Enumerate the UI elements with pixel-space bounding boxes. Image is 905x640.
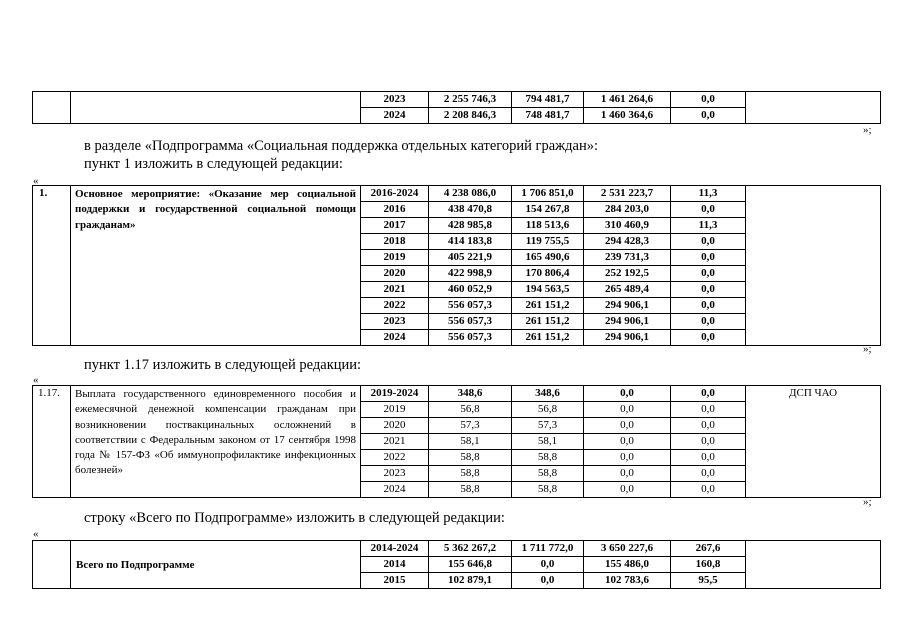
other-cell: 0,0 [671, 108, 746, 124]
table-main-event [32, 185, 881, 346]
federal-cell: 261 151,2 [512, 314, 584, 330]
total-cell: 414 183,8 [429, 234, 512, 250]
number-cell: 1. [33, 186, 71, 346]
federal-cell: 348,6 [512, 386, 584, 402]
table-row [33, 92, 881, 108]
regional-cell: 284 203,0 [584, 202, 671, 218]
number-cell: 1.17. [33, 386, 71, 498]
table-row [33, 541, 881, 557]
period-cell: 2016-2024 [361, 186, 429, 202]
federal-cell: 0,0 [512, 557, 584, 573]
other-cell: 0,0 [671, 434, 746, 450]
table-subprogram-total [32, 540, 881, 589]
period-cell: 2019 [361, 250, 429, 266]
close-quote: »; [863, 124, 872, 136]
other-cell: 0,0 [671, 92, 746, 108]
total-cell: 428 985,8 [429, 218, 512, 234]
period-cell: 2023 [361, 314, 429, 330]
total-cell: 460 052,9 [429, 282, 512, 298]
regional-cell: 0,0 [584, 434, 671, 450]
period-cell: 2018 [361, 234, 429, 250]
period-cell: 2022 [361, 450, 429, 466]
description-cell: Основное мероприятие: «Оказание мер социальной поддержки и государственной социальной помощи гражданам» [71, 186, 361, 346]
federal-cell: 154 267,8 [512, 202, 584, 218]
federal-cell: 261 151,2 [512, 330, 584, 346]
other-cell: 0,0 [671, 266, 746, 282]
period-cell: 2019 [361, 402, 429, 418]
other-cell: 0,0 [671, 250, 746, 266]
other-cell: 0,0 [671, 298, 746, 314]
regional-cell: 239 731,3 [584, 250, 671, 266]
other-cell: 267,6 [671, 541, 746, 557]
total-cell: 556 057,3 [429, 314, 512, 330]
other-cell: 0,0 [671, 482, 746, 498]
executor-cell [746, 92, 881, 124]
other-cell: 0,0 [671, 418, 746, 434]
regional-cell: 0,0 [584, 386, 671, 402]
period-cell: 2023 [361, 92, 429, 108]
federal-cell: 58,8 [512, 482, 584, 498]
federal-cell: 118 513,6 [512, 218, 584, 234]
regional-cell: 2 531 223,7 [584, 186, 671, 202]
total-cell: 56,8 [429, 402, 512, 418]
description-cell: Выплата государственного единовременного пособия и ежемесячной денежной компенсации гражданам при возникновении поствакцинальных осложнений в соответствии с Федеральным законом от 17 сентября 1998 года № 157-ФЗ «Об иммунопрофилактике инфекционных болезней» [71, 386, 361, 498]
total-cell: 556 057,3 [429, 330, 512, 346]
total-cell: 348,6 [429, 386, 512, 402]
total-cell: 58,1 [429, 434, 512, 450]
period-cell: 2019-2024 [361, 386, 429, 402]
regional-cell: 294 906,1 [584, 330, 671, 346]
period-cell: 2014-2024 [361, 541, 429, 557]
total-cell: 422 998,9 [429, 266, 512, 282]
federal-cell: 57,3 [512, 418, 584, 434]
regional-cell: 265 489,4 [584, 282, 671, 298]
regional-cell: 0,0 [584, 450, 671, 466]
period-cell: 2022 [361, 298, 429, 314]
executor-cell [746, 541, 881, 589]
period-cell: 2016 [361, 202, 429, 218]
other-cell: 0,0 [671, 234, 746, 250]
total-cell: 2 255 746,3 [429, 92, 512, 108]
federal-cell: 194 563,5 [512, 282, 584, 298]
federal-cell: 170 806,4 [512, 266, 584, 282]
regional-cell: 294 906,1 [584, 298, 671, 314]
regional-cell: 1 460 364,6 [584, 108, 671, 124]
regional-cell: 294 906,1 [584, 314, 671, 330]
total-cell: 57,3 [429, 418, 512, 434]
federal-cell: 58,1 [512, 434, 584, 450]
period-cell: 2015 [361, 573, 429, 589]
regional-cell: 0,0 [584, 482, 671, 498]
other-cell: 0,0 [671, 402, 746, 418]
other-cell: 11,3 [671, 218, 746, 234]
other-cell: 0,0 [671, 386, 746, 402]
regional-cell: 0,0 [584, 466, 671, 482]
number-cell [33, 541, 71, 589]
regional-cell: 1 461 264,6 [584, 92, 671, 108]
federal-cell: 58,8 [512, 450, 584, 466]
period-cell: 2024 [361, 330, 429, 346]
total-cell: 2 208 846,3 [429, 108, 512, 124]
open-quote: « [33, 374, 39, 386]
open-quote: « [33, 528, 39, 540]
federal-cell: 261 151,2 [512, 298, 584, 314]
federal-cell: 748 481,7 [512, 108, 584, 124]
total-cell: 405 221,9 [429, 250, 512, 266]
other-cell: 0,0 [671, 202, 746, 218]
period-cell: 2014 [361, 557, 429, 573]
total-label-cell: Всего по Подпрограмме [71, 541, 361, 589]
open-quote: « [33, 175, 39, 187]
federal-cell: 1 711 772,0 [512, 541, 584, 557]
other-cell: 0,0 [671, 282, 746, 298]
table-top [32, 91, 881, 124]
total-cell: 4 238 086,0 [429, 186, 512, 202]
federal-cell: 794 481,7 [512, 92, 584, 108]
executor-cell [746, 186, 881, 346]
regional-cell: 0,0 [584, 418, 671, 434]
federal-cell: 56,8 [512, 402, 584, 418]
period-cell: 2021 [361, 282, 429, 298]
table-row [33, 386, 881, 402]
paragraph: пункт 1 изложить в следующей редакции: [84, 156, 343, 172]
period-cell: 2020 [361, 266, 429, 282]
total-cell: 155 646,8 [429, 557, 512, 573]
total-cell: 556 057,3 [429, 298, 512, 314]
other-cell: 0,0 [671, 314, 746, 330]
paragraph: строку «Всего по Подпрограмме» изложить в следующей редакции: [84, 510, 505, 526]
executor-cell: ДСП ЧАО [746, 386, 881, 498]
other-cell: 0,0 [671, 466, 746, 482]
total-cell: 58,8 [429, 450, 512, 466]
period-cell: 2024 [361, 482, 429, 498]
table-item-1-17 [32, 385, 881, 498]
other-cell: 95,5 [671, 573, 746, 589]
total-cell: 58,8 [429, 466, 512, 482]
regional-cell: 252 192,5 [584, 266, 671, 282]
other-cell: 0,0 [671, 450, 746, 466]
description-cell [71, 92, 361, 124]
period-cell: 2023 [361, 466, 429, 482]
close-quote: »; [863, 496, 872, 508]
other-cell: 0,0 [671, 330, 746, 346]
total-cell: 102 879,1 [429, 573, 512, 589]
period-cell: 2020 [361, 418, 429, 434]
federal-cell: 1 706 851,0 [512, 186, 584, 202]
total-cell: 58,8 [429, 482, 512, 498]
number-cell [33, 92, 71, 124]
federal-cell: 0,0 [512, 573, 584, 589]
regional-cell: 294 428,3 [584, 234, 671, 250]
total-cell: 438 470,8 [429, 202, 512, 218]
regional-cell: 155 486,0 [584, 557, 671, 573]
close-quote: »; [863, 343, 872, 355]
paragraph: пункт 1.17 изложить в следующей редакции: [84, 357, 362, 373]
federal-cell: 58,8 [512, 466, 584, 482]
table-row [33, 186, 881, 202]
federal-cell: 165 490,6 [512, 250, 584, 266]
other-cell: 160,8 [671, 557, 746, 573]
period-cell: 2017 [361, 218, 429, 234]
period-cell: 2021 [361, 434, 429, 450]
other-cell: 11,3 [671, 186, 746, 202]
regional-cell: 102 783,6 [584, 573, 671, 589]
federal-cell: 119 755,5 [512, 234, 584, 250]
regional-cell: 310 460,9 [584, 218, 671, 234]
regional-cell: 3 650 227,6 [584, 541, 671, 557]
regional-cell: 0,0 [584, 402, 671, 418]
paragraph: в разделе «Подпрограмма «Социальная поддержка отдельных категорий граждан»: [84, 138, 599, 154]
period-cell: 2024 [361, 108, 429, 124]
total-cell: 5 362 267,2 [429, 541, 512, 557]
